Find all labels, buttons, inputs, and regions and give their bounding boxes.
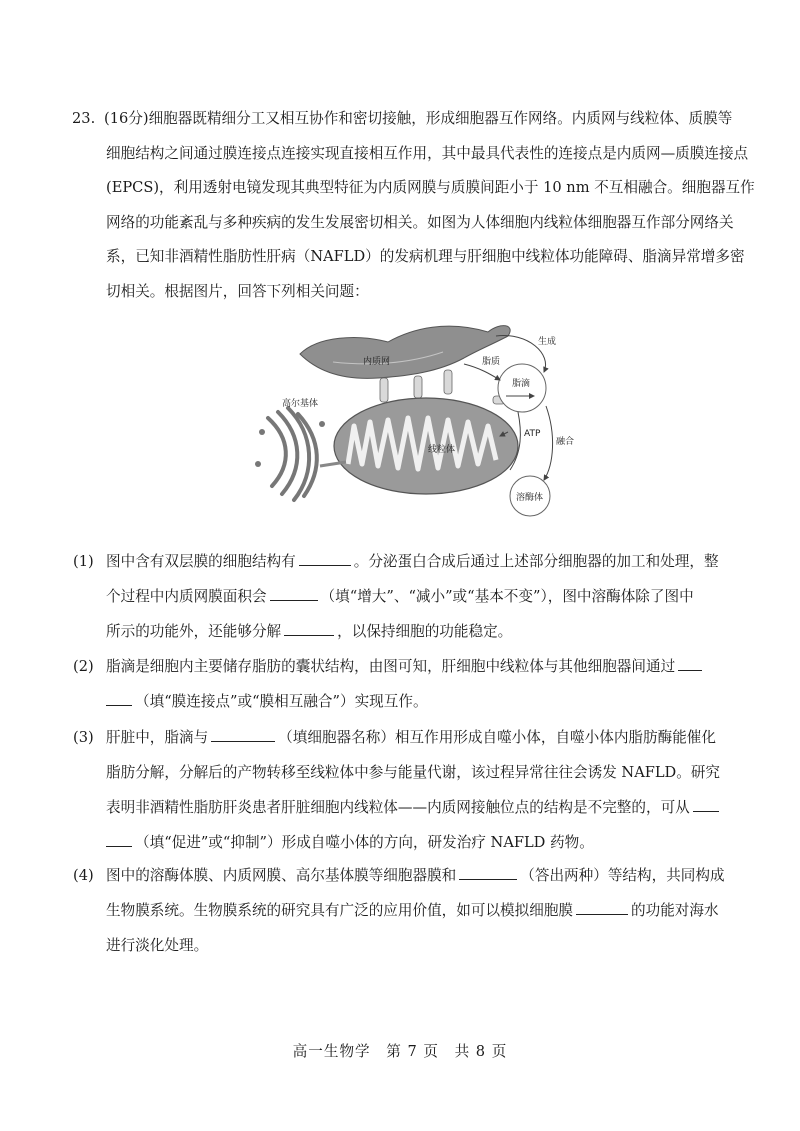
label-lysosome: 溶酶体 bbox=[516, 493, 544, 503]
golgi-shape bbox=[255, 408, 325, 500]
question-number: 23. bbox=[72, 110, 96, 127]
question-23-stem bbox=[72, 102, 755, 310]
page-footer: 高一生物学 第 7 页 共 8 页 bbox=[292, 1043, 508, 1060]
answer-blank-5[interactable] bbox=[211, 727, 275, 742]
q4-text-2: （答出两种）等结构，共同构成 bbox=[520, 867, 725, 884]
intro-line-6: 切相关。根据图片，回答下列相关问题： bbox=[106, 282, 369, 300]
q4-text-5: 进行淡化处理。 bbox=[106, 937, 209, 954]
answer-blank-6-cont[interactable] bbox=[106, 832, 132, 847]
q2-text-2: （填“膜连接点”或“膜相互融合”）实现互作。 bbox=[135, 693, 428, 710]
subquestion-1 bbox=[73, 544, 726, 649]
intro-line-4: 网络的功能紊乱与多种疾病的发生发展密切相关。如图为人体细胞内线粒体细胞器互作部分网络关 bbox=[106, 213, 734, 231]
q1-text-1: 图中含有双层膜的细胞结构有 bbox=[106, 553, 296, 570]
answer-blank-3[interactable] bbox=[284, 621, 334, 636]
q4-text-1: 图中的溶酶体膜、内质网膜、高尔基体膜等细胞器膜和 bbox=[106, 867, 457, 884]
subquestion-3-number: (3) bbox=[73, 729, 94, 746]
question-score: (16分) bbox=[104, 110, 149, 127]
q2-text-1: 脂滴是细胞内主要储存脂肪的囊状结构，由图可知，肝细胞中线粒体与其他细胞器间通过 bbox=[106, 658, 676, 675]
q1-text-4: （填“增大”、“减小”或“基本不变”），图中溶酶体除了图中 bbox=[320, 588, 694, 605]
subquestion-4 bbox=[73, 858, 726, 963]
label-lipid: 脂质 bbox=[482, 357, 501, 367]
label-atp: ATP bbox=[524, 429, 541, 439]
intro-line-2: 细胞结构之间通过膜连接点连接实现直接相互作用，其中最具代表性的连接点是内质网—质膜连接点 bbox=[106, 144, 749, 162]
label-fusion: 融合 bbox=[556, 437, 575, 447]
lysosome-shape bbox=[510, 476, 550, 516]
intro-line-3: (EPCS)，利用透射电镜发现其典型特征为内质网膜与质膜间距小于 10 nm 不互相融合。细胞器互作 bbox=[106, 179, 755, 197]
label-er: 内质网 bbox=[363, 357, 391, 367]
answer-blank-6[interactable] bbox=[693, 797, 719, 812]
q1-text-2: 。分泌蛋白合成后通过上述部分细胞器的加工和处理，整 bbox=[353, 553, 719, 570]
q3-text-5: （填“促进”或“抑制”）形成自噬小体的方向，研发治疗 NAFLD 药物。 bbox=[135, 834, 594, 851]
subquestion-2 bbox=[73, 649, 726, 719]
answer-blank-2[interactable] bbox=[270, 586, 318, 601]
answer-blank-4-cont[interactable] bbox=[106, 691, 132, 706]
mitochondrion-shape bbox=[334, 398, 518, 494]
intro-line-5: 系，已知非酒精性脂肪性肝病（NAFLD）的发病机理与肝细胞中线粒体功能障碍、脂滴异常增多密 bbox=[106, 248, 745, 266]
q3-text-1: 肝脏中，脂滴与 bbox=[106, 729, 209, 746]
subquestion-1-number: (1) bbox=[73, 553, 94, 570]
q4-text-3: 生物膜系统。生物膜系统的研究具有广泛的应用价值，如可以模拟细胞膜 bbox=[106, 902, 574, 919]
answer-blank-7[interactable] bbox=[459, 865, 517, 880]
label-golgi: 高尔基体 bbox=[282, 399, 319, 409]
answer-blank-8[interactable] bbox=[576, 900, 628, 915]
q3-text-4: 表明非酒精性脂肪肝炎患者肝脏细胞内线粒体——内质网接触位点的结构是不完整的，可从 bbox=[106, 799, 690, 816]
er-shape bbox=[300, 326, 510, 379]
label-generate: 生成 bbox=[538, 337, 557, 347]
q1-text-6: ，以保持细胞的功能稳定。 bbox=[337, 623, 513, 640]
q4-text-4: 的功能对海水 bbox=[631, 902, 719, 919]
label-lipid-droplet: 脂滴 bbox=[512, 379, 531, 389]
subquestion-4-number: (4) bbox=[73, 867, 94, 884]
answer-blank-4[interactable] bbox=[678, 656, 702, 671]
subquestion-3 bbox=[73, 720, 726, 860]
subquestion-2-number: (2) bbox=[73, 658, 94, 675]
q1-text-5: 所示的功能外，还能够分解 bbox=[106, 623, 282, 640]
label-mitochondrion: 线粒体 bbox=[428, 445, 456, 455]
answer-blank-1[interactable] bbox=[299, 551, 351, 566]
q1-text-3: 个过程中内质网膜面积会 bbox=[106, 588, 267, 605]
q3-text-3: 脂肪分解，分解后的产物转移至线粒体中参与能量代谢，该过程异常往往会诱发 NAFLD。研究 bbox=[106, 764, 721, 781]
organelle-diagram bbox=[238, 314, 588, 526]
q3-text-2: （填细胞器名称）相互作用形成自噬小体，自噬小体内脂肪酶能催化 bbox=[278, 729, 716, 746]
organelle-network-figure bbox=[238, 314, 588, 526]
intro-line-1: 细胞器既精细分工又相互协作和密切接触，形成细胞器互作网络。内质网与线粒体、质膜等 bbox=[148, 110, 733, 127]
lipid-droplet-shape bbox=[498, 364, 546, 412]
